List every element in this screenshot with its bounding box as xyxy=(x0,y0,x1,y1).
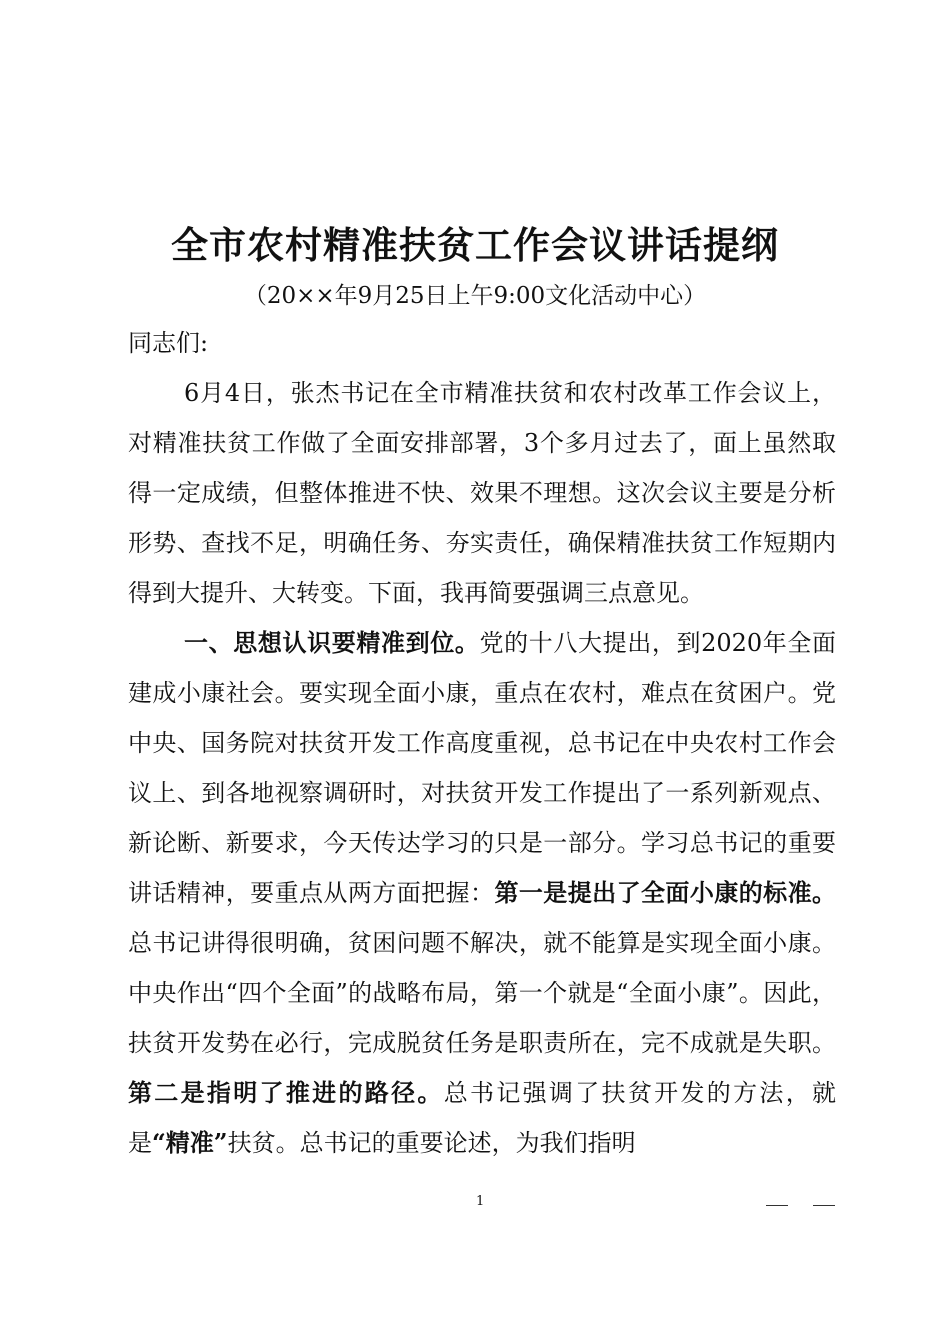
page-title: 全市农村精准扶贫工作会议讲话提纲 xyxy=(171,223,779,267)
footer-dash-left xyxy=(766,1205,788,1206)
paragraph-text: 扶贫。总书记的重要论述，为我们指明 xyxy=(227,1129,636,1157)
document-body xyxy=(128,318,836,1168)
meeting-info: （20××年9月25日上午9:00文化活动中心） xyxy=(243,283,707,309)
greeting: 同志们: xyxy=(128,329,209,357)
paragraph-section-1 xyxy=(128,618,836,1168)
footer-dash-right xyxy=(813,1205,835,1206)
keyword-precise: “精准” xyxy=(152,1128,228,1157)
page-number: 1 xyxy=(476,1194,485,1209)
paragraph-text: 总书记讲得很明确，贫困问题不解决，就不能算是实现全面小康。中央作出“四个全面”的战略布局，第一个就是“全面小康”。因此，扶贫开发势在必行，完成脱贫任务是职责所在，完不成就是失职。 xyxy=(128,929,836,1057)
section-heading: 一、思想认识要精准到位。 xyxy=(184,628,480,657)
key-point-1: 第一是提出了全面小康的标准。 xyxy=(494,878,837,907)
paragraph-intro: 6月4日，张杰书记在全市精准扶贫和农村改革工作会议上，对精准扶贫工作做了全面安排部署，3个多月过去了，面上虽然取得一定成绩，但整体推进不快、效果不理想。这次会议主要是分析形势、查找不足，明确任务、夯实责任，确保精准扶贫工作短期内得到大提升、大转变。下面，我再简要强调三点意见。 xyxy=(128,379,836,607)
paragraph-text: 总书记强调了扶贫开发的方法，就是 xyxy=(128,1079,837,1157)
key-point-2: 第二是指明了推进的路径。 xyxy=(128,1078,444,1107)
paragraph-text: 党的十八大提出，到2020年全面建成小康社会。要实现全面小康，重点在农村，难点在贫困户。党中央、国务院对扶贫开发工作高度重视，总书记在中央农村工作会议上、到各地视察调研时，对扶贫开发工作提出了一系列新观点、新论断、新要求，今天传达学习的只是一部分。学习总书记的重要讲话精神，要重点从两方面把握： xyxy=(128,629,837,907)
